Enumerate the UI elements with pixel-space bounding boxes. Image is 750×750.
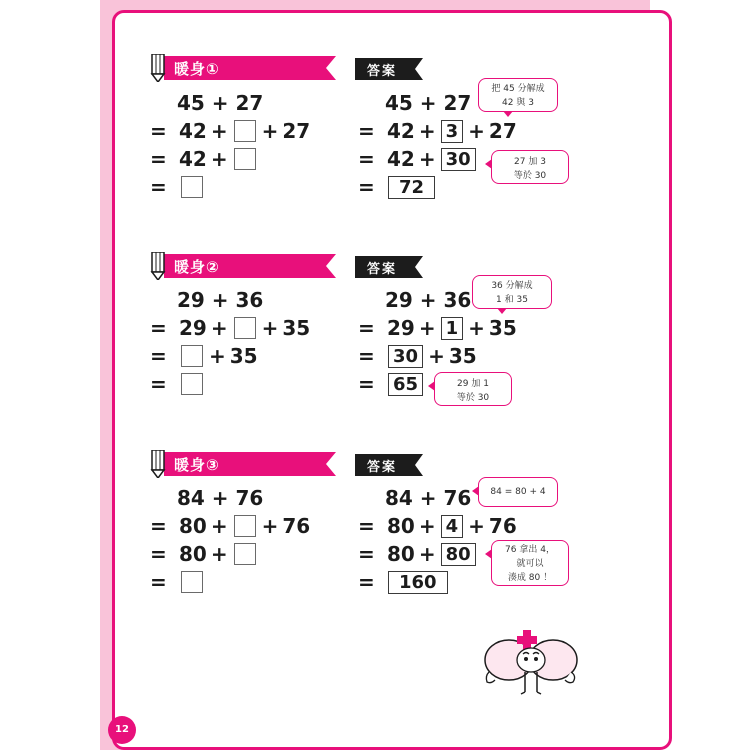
problem-line-4: =: [150, 370, 207, 398]
answer-line-2: = 80 + 4 + 76: [358, 514, 517, 538]
warmup-section-2: [0, 252, 750, 442]
warmup-title: 暖身②: [174, 258, 220, 276]
problem-line-1: 84 + 76: [177, 486, 264, 510]
problem-line-2: = 42 + + 27: [150, 119, 311, 143]
problem-line-1: 45 + 27: [177, 91, 264, 115]
hint-bubble-1: 把 45 分解成 42 與 3: [478, 78, 558, 112]
answer-tag: [355, 454, 423, 476]
answer-box: 80: [441, 543, 476, 566]
answer-label: 答案: [367, 460, 398, 475]
answer-tag: [355, 58, 423, 80]
answer-line-2: = 42 + 3 + 27: [358, 119, 517, 143]
warmup-ribbon-1: [150, 54, 336, 82]
answer-line-4: = 72: [358, 173, 438, 201]
answer-blank[interactable]: [181, 373, 203, 395]
problem-line-3: = + 35: [150, 344, 258, 368]
mascot-illustration: [483, 626, 579, 698]
answer-line-3: = 30 + 35: [358, 344, 477, 368]
answer-line-1: 29 + 36: [385, 288, 472, 312]
answer-blank[interactable]: [234, 317, 256, 339]
answer-line-1: 84 + 76: [385, 486, 472, 510]
answer-blank[interactable]: [181, 176, 203, 198]
answer-blank[interactable]: [234, 543, 256, 565]
warmup-section-3: [0, 450, 750, 640]
hint-bubble-1: 36 分解成 1 和 35: [472, 275, 552, 309]
answer-box: 65: [388, 373, 423, 396]
problem-line-3: = 42 +: [150, 145, 260, 173]
page-number: 12: [108, 716, 136, 744]
answer-box: 1: [441, 317, 464, 340]
answer-line-3: = 80 + 80: [358, 540, 479, 568]
answer-label: 答案: [367, 64, 398, 79]
answer-box: 160: [388, 571, 448, 594]
answer-box: 72: [388, 176, 435, 199]
answer-box: 4: [441, 515, 464, 538]
warmup-ribbon-3: [150, 450, 336, 478]
warmup-ribbon-2: [150, 252, 336, 280]
problem-line-4: =: [150, 173, 207, 201]
warmup-title: 暖身③: [174, 456, 220, 474]
answer-box: 3: [441, 120, 464, 143]
answer-line-3: = 42 + 30: [358, 145, 479, 173]
answer-blank[interactable]: [234, 515, 256, 537]
hint-bubble-2: 29 加 1 等於 30: [434, 372, 512, 406]
hint-bubble-1: 84 = 80 + 4: [478, 477, 558, 507]
problem-line-2: = 29 + + 35: [150, 316, 311, 340]
problem-line-2: = 80 + + 76: [150, 514, 311, 538]
answer-label: 答案: [367, 262, 398, 277]
problem-line-4: =: [150, 568, 207, 596]
warmup-section-1: [0, 54, 750, 244]
answer-blank[interactable]: [181, 345, 203, 367]
warmup-title: 暖身①: [174, 60, 220, 78]
answer-line-1: 45 + 27: [385, 91, 472, 115]
answer-blank[interactable]: [234, 120, 256, 142]
answer-line-4: = 65: [358, 370, 426, 398]
hint-bubble-2: 27 加 3 等於 30: [491, 150, 569, 184]
hint-bubble-2: 76 拿出 4， 就可以 湊成 80 ！: [491, 540, 569, 586]
answer-blank[interactable]: [234, 148, 256, 170]
answer-blank[interactable]: [181, 571, 203, 593]
answer-tag: [355, 256, 423, 278]
answer-box: 30: [441, 148, 476, 171]
answer-box: 30: [388, 345, 423, 368]
answer-line-4: = 160: [358, 568, 451, 596]
problem-line-1: 29 + 36: [177, 288, 264, 312]
problem-line-3: = 80 +: [150, 540, 260, 568]
answer-line-2: = 29 + 1 + 35: [358, 316, 517, 340]
